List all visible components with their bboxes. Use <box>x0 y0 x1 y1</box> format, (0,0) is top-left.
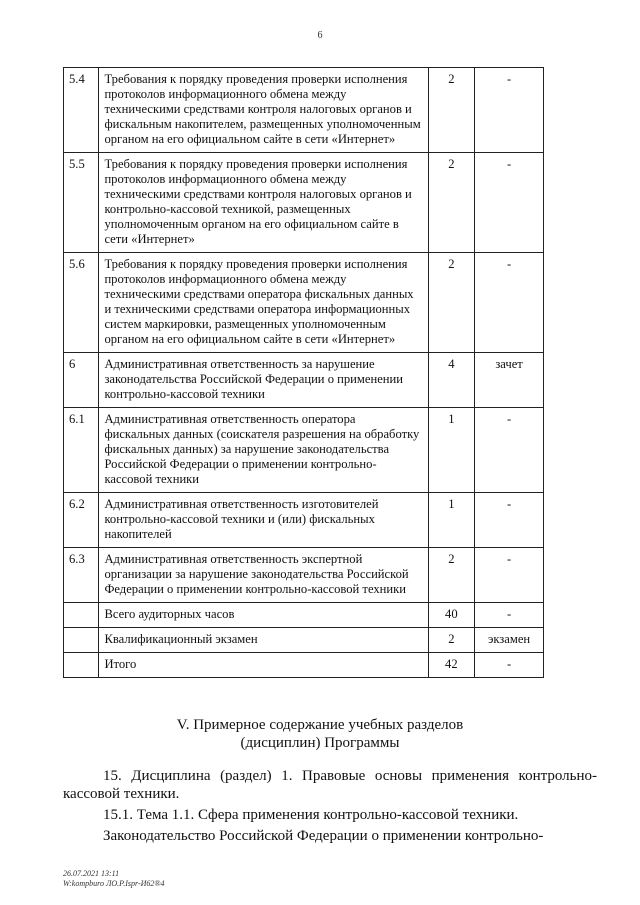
table-row-total-hours <box>64 603 544 628</box>
row-hours: 2 <box>428 153 475 253</box>
row-hours: 2 <box>428 548 475 603</box>
row-number <box>64 653 99 678</box>
section-heading <box>0 716 640 752</box>
row-title: Требования к порядку проведения проверки исполнения протоколов информационного обмена между техническими средствами контроля налоговых органов и контрольно-кассовой техникой, размещенных уполномоченным органом на его официальном сайте в сети «Интернет» <box>99 153 428 253</box>
table-row <box>64 493 544 548</box>
row-control: - <box>475 548 544 603</box>
row-title: Требования к порядку проведения проверки исполнения протоколов информационного обмена между техническими средствами оператора фискальных данных и техническими средствами оператора информационных систем маркировки, размещенных уполномоченным органом на его официальном сайте в сети «Интернет» <box>99 253 428 353</box>
document-footer <box>63 869 164 889</box>
paragraph-discipline: 15. Дисциплина (раздел) 1. Правовые основы применения контрольно-кассовой техники. <box>63 768 597 802</box>
row-title: Административная ответственность оператора фискальных данных (соискателя разрешения на обработку фискальных данных) за нарушение законодательства Российской Федерации о применении контрольно-кассовой техники <box>99 408 428 493</box>
row-hours: 2 <box>428 253 475 353</box>
footer-timestamp: 26.07.2021 13:11 <box>63 869 120 878</box>
table-row <box>64 68 544 153</box>
row-hours: 4 <box>428 353 475 408</box>
row-number: 6.2 <box>64 493 99 548</box>
row-hours: 40 <box>428 603 475 628</box>
body-text <box>63 767 597 845</box>
row-control: - <box>475 653 544 678</box>
program-table <box>63 67 544 678</box>
row-control: - <box>475 603 544 628</box>
table-row <box>64 153 544 253</box>
row-control: - <box>475 253 544 353</box>
row-title: Административная ответственность изготовителей контрольно-кассовой техники и (или) фискальных накопителей <box>99 493 428 548</box>
row-number: 5.5 <box>64 153 99 253</box>
section-heading-line2: (дисциплин) Программы <box>240 735 400 751</box>
row-control: - <box>475 68 544 153</box>
row-title: Требования к порядку проведения проверки исполнения протоколов информационного обмена между техническими средствами контроля налоговых органов и фискальным накопителем, размещенных уполномоченным органом на его официальном сайте в сети «Интернет» <box>99 68 428 153</box>
row-hours: 2 <box>428 68 475 153</box>
row-control: - <box>475 408 544 493</box>
table-row <box>64 408 544 493</box>
paragraph-legislation: Законодательство Российской Федерации о применении контрольно- <box>103 828 544 844</box>
table-row-exam <box>64 628 544 653</box>
row-hours: 1 <box>428 493 475 548</box>
row-control: экзамен <box>475 628 544 653</box>
page-number: 6 <box>317 30 323 41</box>
row-number: 6 <box>64 353 99 408</box>
row-title: Квалификационный экзамен <box>99 628 428 653</box>
row-number <box>64 628 99 653</box>
row-number: 5.4 <box>64 68 99 153</box>
row-control: - <box>475 153 544 253</box>
row-control: - <box>475 493 544 548</box>
row-title: Административная ответственность за нарушение законодательства Российской Федерации о применении контрольно-кассовой техники <box>99 353 428 408</box>
row-hours: 2 <box>428 628 475 653</box>
section-heading-line1: V. Примерное содержание учебных разделов <box>176 717 464 733</box>
footer-file-path: W:kompburo ЛО.Р.Ispr-И62®4 <box>63 879 165 888</box>
row-title: Административная ответственность экспертной организации за нарушение законодательства Российской Федерации о применении контрольно-кассовой техники <box>99 548 428 603</box>
table-row <box>64 548 544 603</box>
row-hours: 42 <box>428 653 475 678</box>
paragraph-topic: 15.1. Тема 1.1. Сфера применения контрольно-кассовой техники. <box>103 807 519 823</box>
row-number: 6.3 <box>64 548 99 603</box>
row-control: зачет <box>475 353 544 408</box>
row-title: Итого <box>99 653 428 678</box>
row-hours: 1 <box>428 408 475 493</box>
row-number: 6.1 <box>64 408 99 493</box>
table-row-grand-total <box>64 653 544 678</box>
row-number <box>64 603 99 628</box>
table-row <box>64 353 544 408</box>
row-title: Всего аудиторных часов <box>99 603 428 628</box>
row-number: 5.6 <box>64 253 99 353</box>
table-row <box>64 253 544 353</box>
